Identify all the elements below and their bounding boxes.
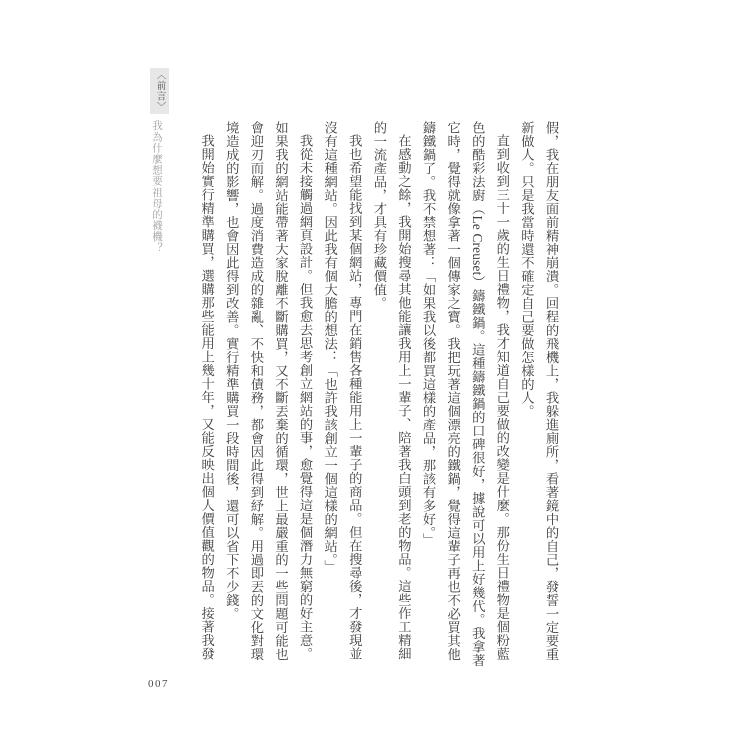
paragraph: 假，我在朋友面前精神崩潰。回程的飛機上，我躲進廁所，看著鏡中的自己，發誓一定要重新做人。只是我當時還不確定自己要做怎樣的人。 [519,121,559,661]
page-number: 007 [148,678,169,690]
chapter-title: 我為什麼想要祖母的襪機？ [151,120,162,254]
paragraph: 我也希望能找到某個網站，專門在銷售各種能用上一輩子的商品。但在搜尋後，才發現並沒有這種網站。因此我有個大膽的想法：「也許我該創立一個這樣的網站。」 [322,121,363,661]
paragraph: 我開始實行精準購買，選購那些能用上幾十年，又能反映出個人價值觀的物品。接著我發 [199,134,215,661]
paragraph: 我從未接觸過網頁設計。但我愈去思考創立網站的事，愈覺得這是個潛力無窮的好主意。如果我的網站能帶著大家脫離不斷購買，又不斷丟棄的循環，世上最嚴重的一些問題可能也會迎刃而解。過度消費造成的雜亂、不快和債務，都會因此得到紓解。用過即丟的文化對環境造成的影響，也會因此得到改善。實行精準購買一段時間後，還可以省下不少錢。 [224,121,314,661]
paragraph: 在感動之餘，我開始搜尋其他能讓我用上一輩子、陪著我白頭到老的物品。這些作工精細的一流產品，才具有珍藏價值。 [371,121,412,661]
section-tag-label: 〈前言〉 [154,70,165,112]
section-tag [150,68,169,114]
paragraph: 直到收到三十一歲的生日禮物，我才知道自己要做的改變是什麼。那份生日禮物是個粉藍色的酷彩法廚（Le Creuset）鑄鐵鍋。這種鑄鐵鍋的口碑很好，據說可以用上好幾代。我拿著它時，覺得就像拿著一個傳家之寶。我把玩著這個漂亮的鐵鍋，覺得這輩子再也不必買其他鑄鐵鍋了。我不禁想著：「如果我以後都買這樣的產品，那該有多好。」 [421,121,510,667]
body-text [194,121,563,669]
